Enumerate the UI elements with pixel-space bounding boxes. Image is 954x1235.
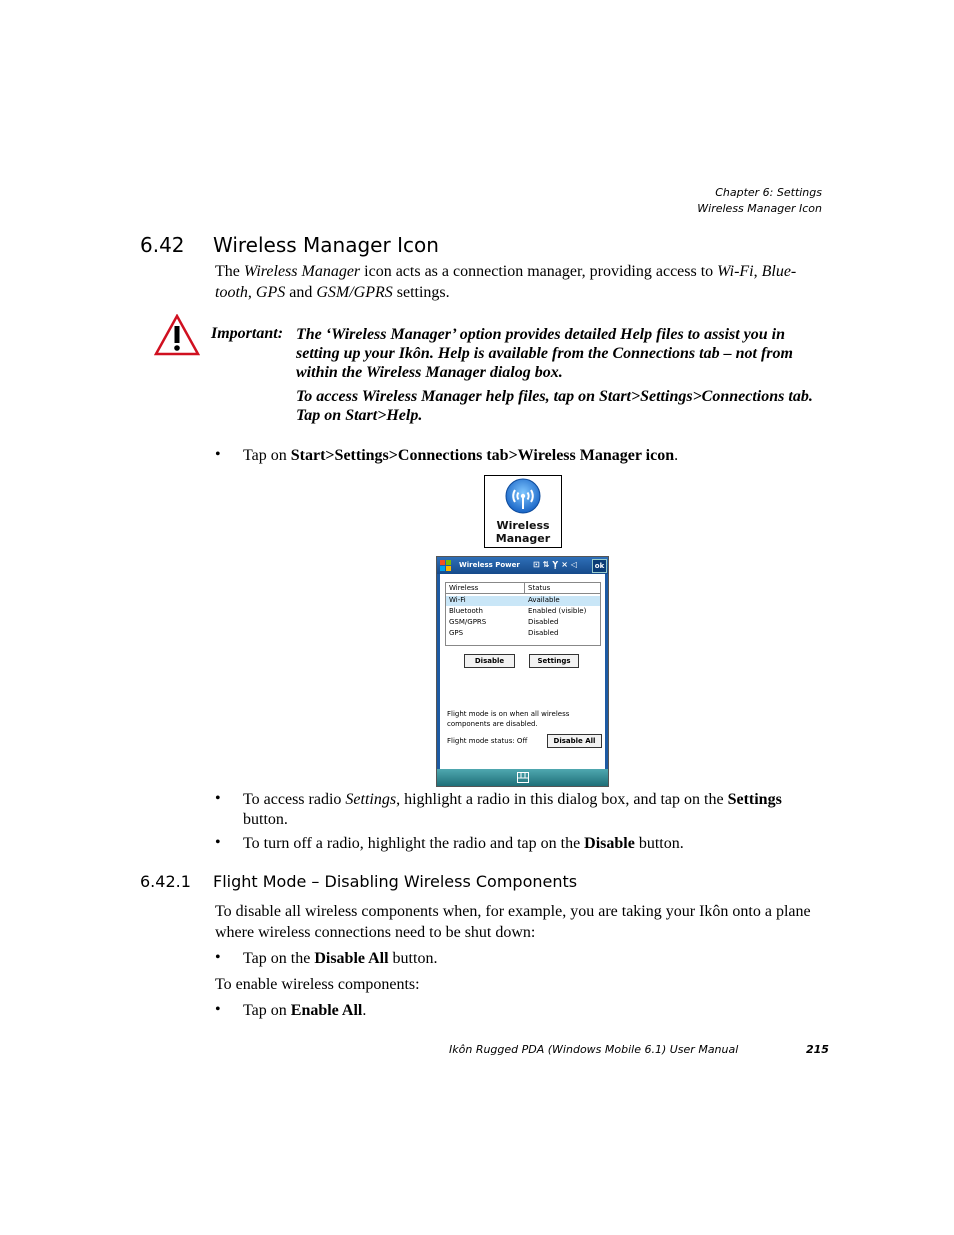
keyboard-icon[interactable] bbox=[517, 772, 529, 783]
section-heading bbox=[140, 233, 439, 257]
bullet-marker: • bbox=[215, 949, 221, 966]
icon-label-line2: Manager bbox=[495, 532, 551, 545]
footer-manual-title: Ikôn Rugged PDA (Windows Mobile 6.1) User Manual bbox=[449, 1043, 739, 1056]
bullet-marker: • bbox=[215, 834, 221, 851]
running-header-chapter: Chapter 6: Settings bbox=[715, 186, 822, 199]
wireless-manager-icon-figure bbox=[484, 475, 562, 548]
flight-mode-status: Flight mode status: Off bbox=[447, 737, 528, 745]
page-number: 215 bbox=[806, 1043, 829, 1056]
section-number: 6.42 bbox=[140, 233, 185, 257]
flight-paragraph: To disable all wireless components when, for example, you are taking your Ikôn onto a plane where wireless connections need to be shut down: bbox=[215, 903, 811, 941]
list-item[interactable]: Wi-Fi Available bbox=[446, 596, 600, 606]
bullet-marker: • bbox=[215, 790, 221, 807]
wireless-power-screenshot bbox=[436, 556, 609, 787]
warning-icon bbox=[154, 314, 200, 356]
icon-label-line1: Wireless bbox=[496, 519, 550, 532]
bullet-disable-all: Tap on the Disable All button. bbox=[243, 950, 438, 967]
list-item[interactable]: Bluetooth Enabled (visible) bbox=[449, 607, 587, 615]
radio-list bbox=[445, 582, 601, 646]
screenshot-title: Wireless Power bbox=[459, 561, 520, 569]
bullet-turn-off-radio: To turn off a radio, highlight the radio and tap on the Disable button. bbox=[243, 835, 684, 852]
disable-button[interactable]: Disable bbox=[464, 654, 515, 668]
list-header bbox=[446, 583, 600, 594]
important-text-2: To access Wireless Manager help files, tap on Start>Settings>Connections tab. Tap on Start>Help. bbox=[296, 388, 813, 424]
ok-button[interactable]: ok bbox=[592, 559, 607, 573]
enable-paragraph: To enable wireless components: bbox=[215, 976, 420, 993]
settings-button[interactable]: Settings bbox=[529, 654, 579, 668]
section-title: Wireless Manager Icon bbox=[213, 233, 439, 257]
bullet-marker: • bbox=[215, 1001, 221, 1018]
bullet-access-settings: To access radio Settings, highlight a radio in this dialog box, and tap on the Settings button. bbox=[243, 791, 782, 828]
list-item[interactable]: GPS Disabled bbox=[449, 629, 559, 637]
list-item[interactable]: GSM/GPRS Disabled bbox=[449, 618, 559, 626]
intro-paragraph: The Wireless Manager icon acts as a connection manager, providing access to Wi-Fi, Blue-tooth, GPS and GSM/GPRS settings. bbox=[215, 263, 797, 301]
running-header-section: Wireless Manager Icon bbox=[697, 202, 822, 215]
disable-all-button[interactable]: Disable All bbox=[547, 734, 602, 748]
wireless-signal-icon bbox=[504, 478, 542, 514]
bullet-enable-all: Tap on Enable All. bbox=[243, 1002, 367, 1019]
flight-mode-note: Flight mode is on when all wireless components are disabled. bbox=[447, 710, 570, 728]
subsection-number: 6.42.1 bbox=[140, 872, 191, 891]
screenshot-bottom-bar bbox=[437, 769, 608, 786]
important-text-1: The ‘Wireless Manager’ option provides detailed Help files to assist you in setting up your Ikôn. Help is available from the Connections tab – not from within the Wireless Manager dialog box. bbox=[296, 326, 793, 381]
screenshot-titlebar bbox=[437, 557, 608, 574]
bullet-marker: • bbox=[215, 446, 221, 463]
windows-start-icon bbox=[440, 560, 451, 571]
step-tap-wireless-manager: Tap on Start>Settings>Connections tab>Wireless Manager icon. bbox=[243, 447, 679, 464]
subsection-heading bbox=[140, 872, 577, 891]
status-icons: ⊡⇅Y͓×◁ bbox=[533, 560, 581, 569]
subsection-title: Flight Mode – Disabling Wireless Components bbox=[213, 872, 578, 891]
col-wireless: Wireless bbox=[449, 584, 479, 592]
col-status: Status bbox=[528, 584, 551, 592]
important-label: Important: bbox=[211, 325, 284, 342]
